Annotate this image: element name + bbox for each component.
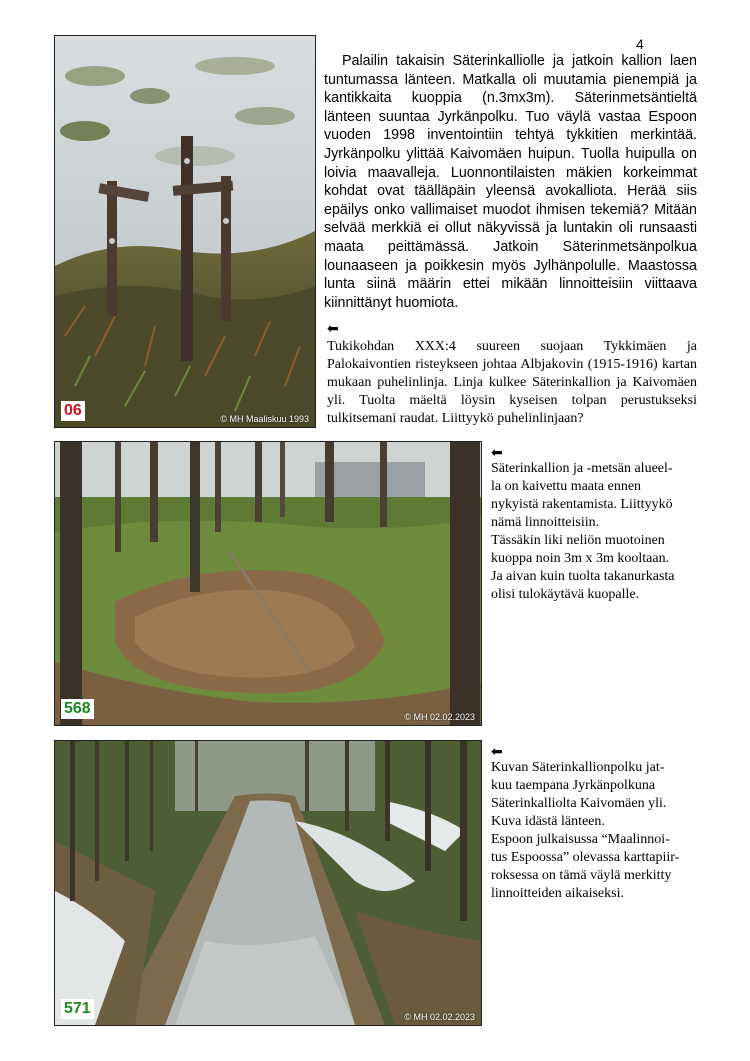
caption-line: Kuvan Säterinkallionpolku jat- (491, 760, 665, 775)
caption-line: olisi tulokäytävä kuopalle. (491, 587, 640, 602)
main-body-text: Palailin takaisin Säterinkalliolle ja jatkoin kallion laen tuntumassa länteen. Matkalla oli muutamia pienempiä ja kantikkaita kuoppia (n.3mx3m). Säterinmetsäntieltä länteen suuntaa Jyrkänpolku. Tuo väylä vastaa Espoon vuoden 1998 inventointiin tehtyä tykkitien merkintää. Jyrkänpolku ylittää Kaivomäen huipun. Tuolla huipulla on loivia maavalleja. Luonnontilaisten mäkien korkeimmat kohdat ovat täälläpäin yleensä avokalliota. Herää siis epäilys onko vallimaiset muodot ihmisen tekemiä? Mitään selvää merkkiä ei ollut näkyvissä ja luntakin oli runsaasti maata peittämässä. Jatkoin Säterinmetsänpolkua lounaaseen ja poikkesin myös Jylhänpolulle. Maastossa lunta siinä määrin ettei mikään linnoitteisiin viittaava kiinnittänyt huomiota. (324, 53, 697, 311)
caption-line: Säterinkalliolta Kaivomäen yli. (491, 796, 667, 811)
photo-06-caption: Tukikohdan XXX:4 suureen suojaan Tykkimäen ja Palokaivontien risteykseen johtaa Albjakovin (1915-1916) kartan mukaan puhelinlinja. Linja kulkee Säterinkallion ja Kaivomäen yli. Tuolta mäeltä löysin kyseisen tolpan perustukseksi tulkitsemani raudat. Liittyykö puhelinlinjaan? (327, 339, 697, 426)
photo-568-image (55, 442, 481, 725)
caption-line: nykyistä rakentamista. Liittyykö (491, 497, 673, 512)
photo-credit: © MH 02.02.2023 (404, 1012, 475, 1022)
left-arrow-icon: ⬅ (491, 744, 503, 760)
photo-571-caption (491, 759, 701, 903)
caption-line: tus Espoossa” olevassa karttapiir- (491, 850, 680, 865)
caption-line: roksessa on tämä väylä merkitty (491, 868, 672, 883)
photo-568-caption (491, 460, 701, 604)
photo-credit: © MH Maaliskuu 1993 (220, 414, 309, 424)
caption-line: Säterinkallion ja -metsän alueel- (491, 461, 673, 476)
caption-line: nämä linnoitteisiin. (491, 515, 600, 530)
caption-line: kuoppa noin 3m x 3m kooltaan. (491, 551, 670, 566)
caption-line: la on kaivettu maata ennen (491, 479, 642, 494)
photo-571-forest-path (54, 740, 482, 1026)
caption-line: kuu taempana Jyrkänpolkuna (491, 778, 656, 793)
caption-line: Kuva idästä länteen. (491, 814, 605, 829)
caption-line: linnoitteiden aikaiseksi. (491, 886, 624, 901)
page-number: 4 (636, 36, 644, 52)
caption-line: Ja aivan kuin tuolta takanurkasta (491, 569, 675, 584)
photo-571-image (55, 741, 481, 1025)
photo-568-forest-pit (54, 441, 482, 726)
photo-credit: © MH 02.02.2023 (404, 712, 475, 722)
caption-line: Espoon julkaisussa “Maalinnoi- (491, 832, 670, 847)
caption-line: Tässäkin liki neliön muotoinen (491, 533, 665, 548)
photo-06-iron-posts (54, 35, 316, 428)
photo-number-badge: 571 (61, 999, 94, 1019)
photo-number-badge: 06 (61, 401, 85, 421)
photo-number-badge: 568 (61, 699, 94, 719)
left-arrow-icon: ⬅ (327, 321, 339, 337)
left-arrow-icon: ⬅ (491, 445, 503, 461)
photo-06-image (55, 36, 315, 427)
